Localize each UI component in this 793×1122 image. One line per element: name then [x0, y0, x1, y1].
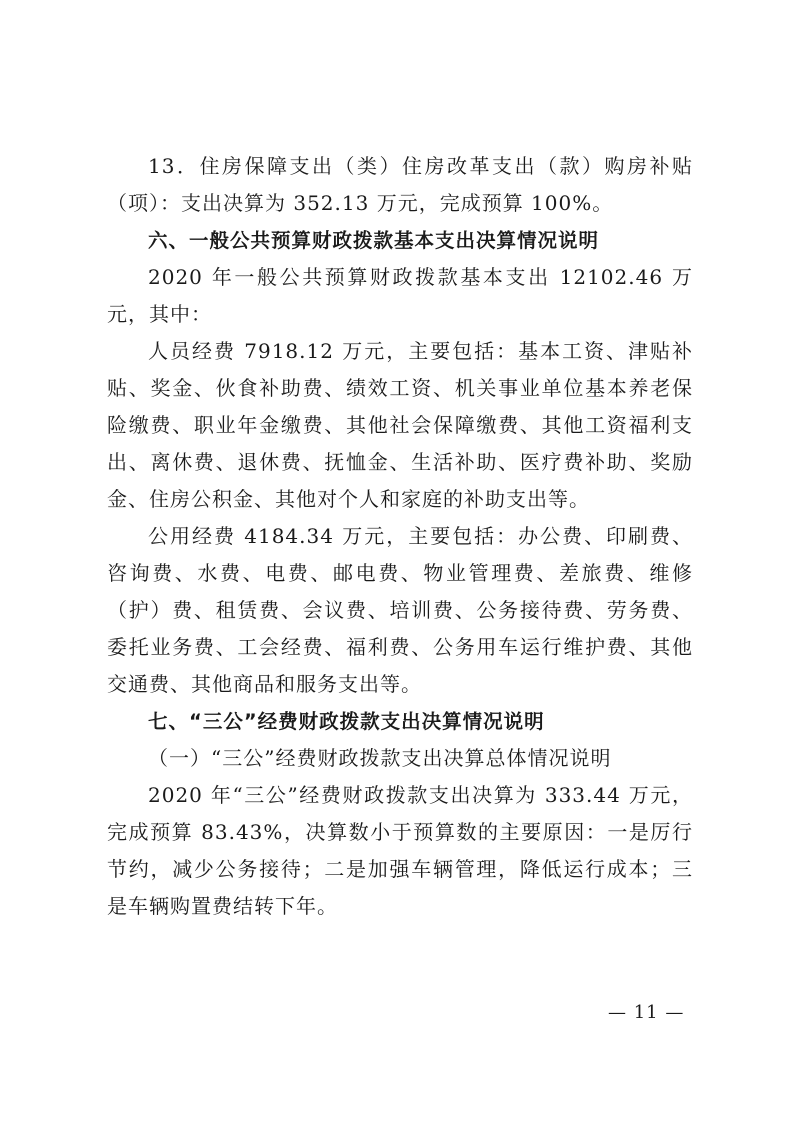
- section-7-heading: 七、“三公”经费财政拨款支出决算情况说明: [148, 710, 545, 733]
- paragraph-item-13: 13．住房保障支出（类）住房改革支出（款）购房补贴（项）：支出决算为 352.13 万元，完成预算 100%。: [107, 154, 693, 215]
- paragraph-public-expenses: 公用经费 4184.34 万元，主要包括：办公费、印刷费、咨询费、水费、电费、邮电费、物业管理费、差旅费、维修（护）费、租赁费、会议费、培训费、公务接待费、劳务费、委托业务费、工会经费、福利费、公务用车运行维护费、其他交通费、其他商品和服务支出等。: [107, 524, 693, 696]
- section-6-intro: 2020 年一般公共预算财政拨款基本支出 12102.46 万元，其中：: [107, 265, 693, 326]
- body-text: [107, 148, 693, 925]
- section-6-heading: 六、一般公共预算财政拨款基本支出决算情况说明: [148, 229, 600, 252]
- paragraph-personnel-expenses: 人员经费 7918.12 万元，主要包括：基本工资、津贴补贴、奖金、伙食补助费、绩效工资、机关事业单位基本养老保险缴费、职业年金缴费、其他社会保障缴费、其他工资福利支出、离休费、退休费、抚恤金、生活补助、医疗费补助、奖励金、住房公积金、其他对个人和家庭的补助支出等。: [107, 339, 693, 511]
- page-number: — 11 —: [608, 1002, 685, 1023]
- section-7-subheading-1: （一）“三公”经费财政拨款支出决算总体情况说明: [148, 746, 612, 770]
- section-7-body: 2020 年“三公”经费财政拨款支出决算为 333.44 万元，完成预算 83.43%，决算数小于预算数的主要原因：一是厉行节约，减少公务接待；二是加强车辆管理，降低运行成本；三是车辆购置费结转下年。: [107, 783, 693, 918]
